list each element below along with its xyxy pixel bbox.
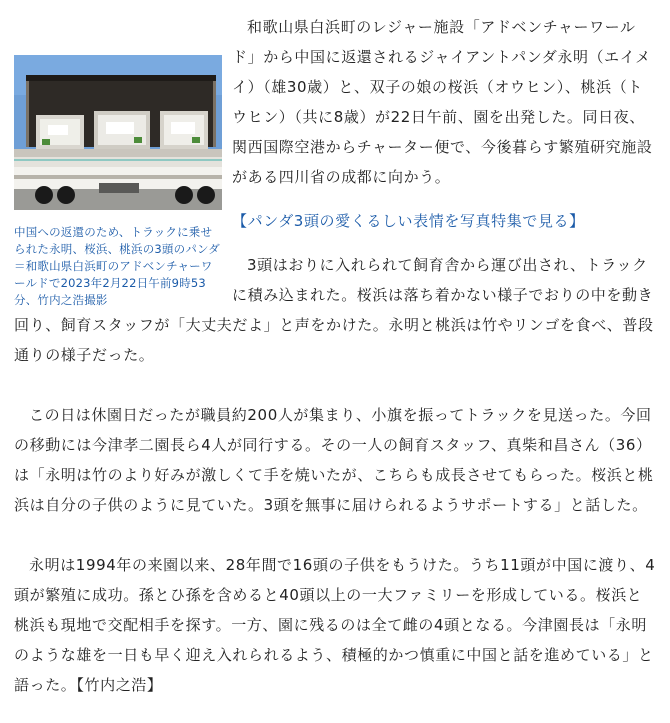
paragraph-3: 永明は1994年の来園以来、28年間で16頭の子供をもうけた。うち11頭が中国に渡り、4頭が繁殖に成功。孫とひ孫を含めると40頭以上の一大ファミリーを形成している。桜浜と桃浜も現地で交配相手を探す。一方、園に残るのは全て雌の4頭となる。今津園長は「永明のような雄を一日も早く迎え入れられるよう、積極的かつ慎重に中国と話を進めている」と語った。【竹内之浩】 (14, 556, 656, 694)
paragraph-2: この日は休園日だったが職員約200人が集まり、小旗を振ってトラックを見送った。今回の移動には今津孝二園長ら4人が同行する。その一人の飼育スタッフ、真柴和昌さん（36）は「永明は竹のより好みが激しくて手を焼いたが、こちらも成長させてもらった。桜浜と桃浜は自分の子供のように見ていた。3頭を無事に届けられるようサポートする」と話した。 (14, 406, 654, 514)
figure-spacer (14, 12, 232, 302)
paragraph-gap (14, 370, 656, 400)
paragraph-gap (14, 520, 656, 550)
photo-caption: 中国への返還のため、トラックに乗せられた永明、桜浜、桃浜の3頭のパンダ＝和歌山県白浜町のアドベンチャーワールドで2023年2月22日午前9時53分、竹内之浩撮影 (14, 225, 220, 307)
lead-paragraph: 和歌山県白浜町のレジャー施設「アドベンチャーワールド」から中国に返還されるジャイアントパンダ永明（エイメイ）（雄30歳）と、双子の娘の桜浜（オウヒン）、桃浜（トウヒン）（共に8歳）が22日午前、園を出発した。同日夜、関西国際空港からチャーター便で、今後暮らす繁殖研究施設がある四川省の成都に向かう。 (232, 18, 653, 186)
paragraph-1: 3頭はおりに入れられて飼育舎から運び出され、トラックに積み込まれた。桜浜は落ち着かない様子でおりの中を動き回り、飼育スタッフが「大丈夫だよ」と声をかけた。永明と桃浜は竹やリンゴを食べ、普段通りの様子だった。 (14, 256, 654, 364)
photo-gallery-link[interactable]: 【パンダ3頭の愛くるしい表情を写真特集で見る】 (232, 212, 585, 230)
article-body (14, 12, 656, 700)
